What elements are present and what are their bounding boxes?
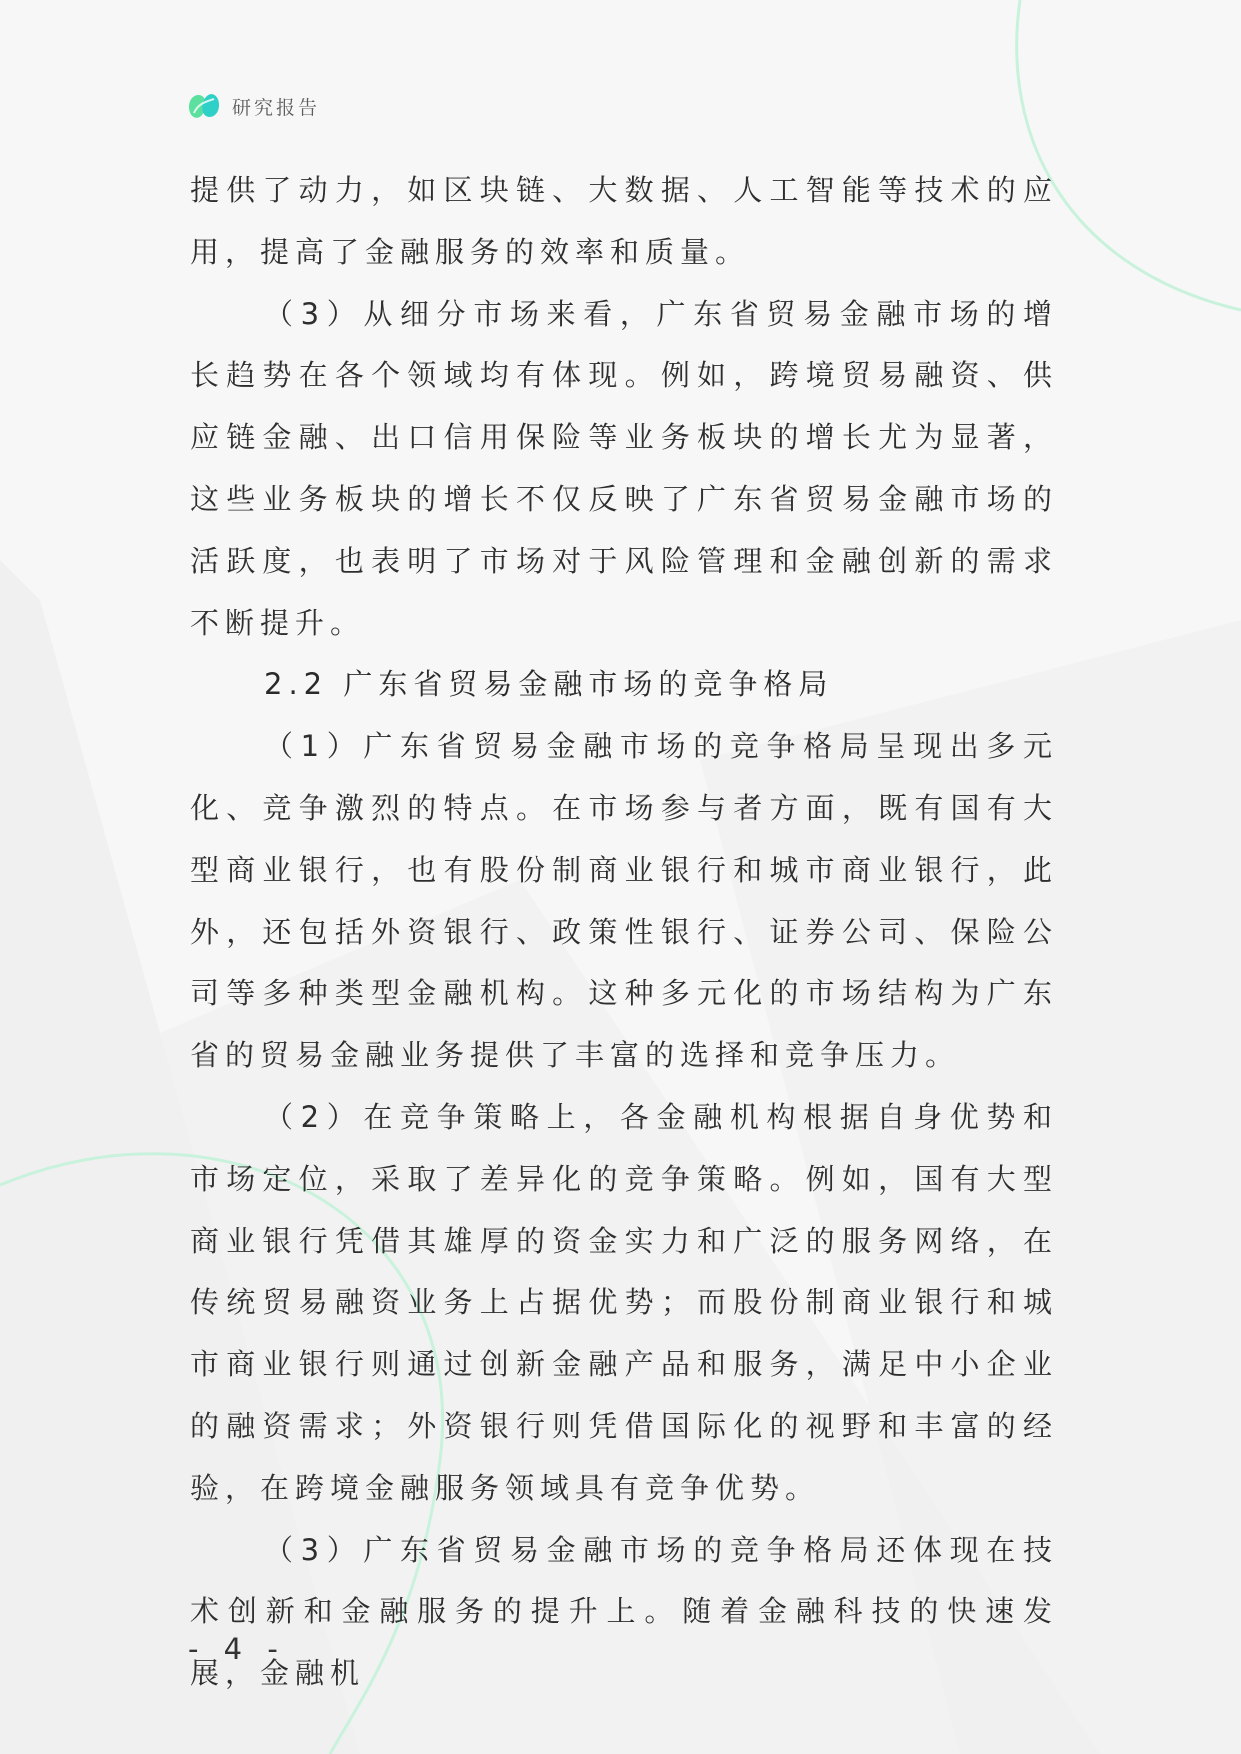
page-number: - 4 - [188, 1632, 286, 1666]
section-heading: 2.2 广东省贸易金融市场的竞争格局 [264, 667, 834, 702]
report-label: 研究报告 [232, 96, 321, 119]
document-body [190, 160, 1058, 1705]
paragraph-continuation: 提供了动力，如区块链、大数据、人工智能等技术的应用，提高了金融服务的效率和质量。 [190, 173, 1058, 269]
green-leaf-logo-icon [186, 89, 222, 123]
paragraph-technology-innovation: （3）广东省贸易金融市场的竞争格局还体现在技术创新和金融服务的提升上。随着金融科技的快速发展，金融机 [190, 1532, 1058, 1691]
page-header [186, 88, 320, 124]
paragraph-competition-structure: （1）广东省贸易金融市场的竞争格局呈现出多元化、竞争激烈的特点。在市场参与者方面，既有国有大型商业银行，也有股份制商业银行和城市商业银行，此外，还包括外资银行、政策性银行、证券公司、保险公司等多种类型金融机构。这种多元化的市场结构为广东省的贸易金融业务提供了丰富的选择和竞争压力。 [190, 729, 1058, 1073]
paragraph-competition-strategy: （2）在竞争策略上，各金融机构根据自身优势和市场定位，采取了差异化的竞争策略。例如，国有大型商业银行凭借其雄厚的资金实力和广泛的服务网络，在传统贸易融资业务上占据优势；而股份制商业银行和城市商业银行则通过创新金融产品和服务，满足中小企业的融资需求；外资银行则凭借国际化的视野和丰富的经验，在跨境金融服务领域具有竞争优势。 [190, 1099, 1058, 1505]
paragraph-market-segments: （3）从细分市场来看，广东省贸易金融市场的增长趋势在各个领域均有体现。例如，跨境贸易融资、供应链金融、出口信用保险等业务板块的增长尤为显著，这些业务板块的增长不仅反映了广东省贸易金融市场的活跃度，也表明了市场对于风险管理和金融创新的需求不断提升。 [190, 296, 1058, 640]
